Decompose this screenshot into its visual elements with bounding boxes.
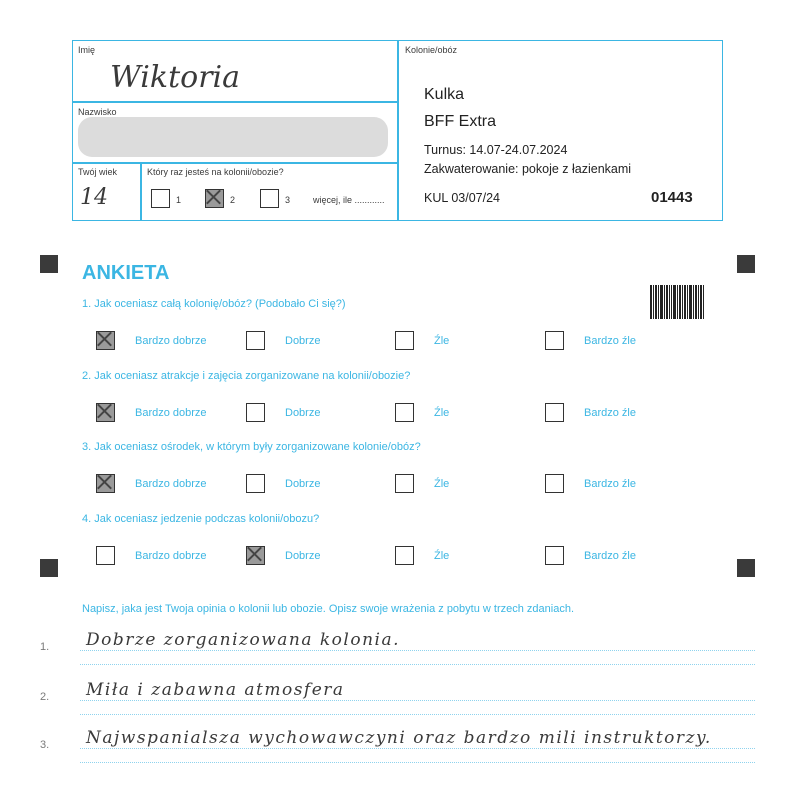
ktory-raz-option-2: 2 — [230, 195, 236, 205]
opinion-line-1-rule — [80, 650, 755, 651]
opinion-line-1-number: 1. — [40, 641, 50, 653]
question-3-option-2-label: Dobrze — [285, 478, 321, 490]
question-4-checkbox-3[interactable] — [395, 546, 414, 565]
ktory-raz-checkbox-3[interactable] — [260, 189, 279, 208]
registration-marker-top-left — [40, 255, 58, 273]
opinion-prompt: Napisz, jaka jest Twoja opinia o kolonii lub obozie. Opisz swoje wrażenia z pobytu w trzech zdaniach. — [82, 603, 574, 615]
opinion-line-2-rule-lower — [80, 714, 755, 715]
ktory-raz-option-1: 1 — [176, 195, 182, 205]
question-2-option-3-label: Źle — [434, 407, 450, 419]
registration-marker-bottom-left — [40, 559, 58, 577]
question-2-text: 2. Jak oceniasz atrakcje i zajęcia zorganizowane na kolonii/obozie? — [82, 370, 411, 382]
survey-title: ANKIETA — [82, 262, 170, 284]
question-2-option-1-label: Bardzo dobrze — [135, 407, 207, 419]
question-1-checkbox-4[interactable] — [545, 331, 564, 350]
nazwisko-redacted — [78, 117, 388, 157]
header-divider-2 — [72, 162, 398, 164]
question-2-checkbox-1[interactable] — [96, 403, 115, 422]
camp-program: BFF Extra — [424, 113, 497, 130]
question-2-checkbox-4[interactable] — [545, 403, 564, 422]
wiek-value[interactable]: 14 — [80, 185, 108, 210]
ktory-raz-option-3: 3 — [285, 195, 291, 205]
opinion-line-3-number: 3. — [40, 739, 50, 751]
question-4-checkbox-4[interactable] — [545, 546, 564, 565]
registration-marker-bottom-right — [737, 559, 755, 577]
opinion-line-2-number: 2. — [40, 691, 50, 703]
question-1-checkbox-2[interactable] — [246, 331, 265, 350]
question-2-option-4-label: Bardzo źle — [584, 407, 636, 419]
question-1-option-2-label: Dobrze — [285, 335, 321, 347]
ktory-raz-checkbox-2[interactable] — [205, 189, 224, 208]
question-3-option-1-label: Bardzo dobrze — [135, 478, 207, 490]
opinion-line-1-text[interactable]: Dobrze zorganizowana kolonia. — [86, 630, 401, 650]
question-4-option-2-label: Dobrze — [285, 550, 321, 562]
form-number: 01443 — [651, 189, 693, 206]
question-3-checkbox-1[interactable] — [96, 474, 115, 493]
question-1-option-4-label: Bardzo źle — [584, 335, 636, 347]
header-divider-3 — [140, 162, 142, 221]
imie-label: Imię — [78, 45, 96, 55]
wiecej-label: więcej, ile ............ — [313, 195, 385, 205]
opinion-line-1-rule-lower — [80, 664, 755, 665]
question-3-text: 3. Jak oceniasz ośrodek, w którym były zorganizowane kolonie/obóz? — [82, 441, 421, 453]
question-2-checkbox-2[interactable] — [246, 403, 265, 422]
opinion-line-2-text[interactable]: Miła i zabawna atmosfera — [86, 680, 345, 700]
nazwisko-label: Nazwisko — [78, 107, 117, 117]
opinion-line-3-rule — [80, 748, 755, 749]
opinion-line-2-rule — [80, 700, 755, 701]
kolonie-label: Kolonie/obóz — [405, 45, 458, 55]
camp-name: Kulka — [424, 86, 465, 103]
turnus: Turnus: 14.07-24.07.2024 — [424, 143, 568, 157]
registration-marker-top-right — [737, 255, 755, 273]
question-1-checkbox-3[interactable] — [395, 331, 414, 350]
question-4-option-3-label: Źle — [434, 550, 450, 562]
ktory-raz-label: Który raz jesteś na kolonii/obozie? — [147, 167, 284, 177]
question-1-checkbox-1[interactable] — [96, 331, 115, 350]
header-divider-vertical — [397, 40, 399, 221]
question-4-option-1-label: Bardzo dobrze — [135, 550, 207, 562]
opinion-line-3-rule-lower — [80, 762, 755, 763]
question-3-option-4-label: Bardzo źle — [584, 478, 636, 490]
question-4-checkbox-2[interactable] — [246, 546, 265, 565]
question-4-text: 4. Jak oceniasz jedzenie podczas kolonii/obozu? — [82, 513, 320, 525]
zakwaterowanie: Zakwaterowanie: pokoje z łazienkami — [424, 162, 632, 176]
question-2-checkbox-3[interactable] — [395, 403, 414, 422]
question-3-checkbox-3[interactable] — [395, 474, 414, 493]
imie-value[interactable]: Wiktoria — [110, 60, 241, 95]
opinion-line-3-text[interactable]: Najwspanialsza wychowawczyni oraz bardzo mili instruktorzy. — [86, 728, 712, 748]
wiek-label: Twój wiek — [78, 167, 118, 177]
question-2-option-2-label: Dobrze — [285, 407, 321, 419]
barcode — [650, 285, 704, 319]
ktory-raz-checkbox-1[interactable] — [151, 189, 170, 208]
question-1-text: 1. Jak oceniasz całą kolonię/obóz? (Podobało Ci się?) — [82, 298, 346, 310]
question-1-option-1-label: Bardzo dobrze — [135, 335, 207, 347]
question-1-option-3-label: Źle — [434, 335, 450, 347]
question-4-checkbox-1[interactable] — [96, 546, 115, 565]
header-divider-1 — [72, 101, 398, 103]
question-4-option-4-label: Bardzo źle — [584, 550, 636, 562]
question-3-option-3-label: Źle — [434, 478, 450, 490]
question-3-checkbox-2[interactable] — [246, 474, 265, 493]
camp-code: KUL 03/07/24 — [424, 191, 500, 205]
question-3-checkbox-4[interactable] — [545, 474, 564, 493]
